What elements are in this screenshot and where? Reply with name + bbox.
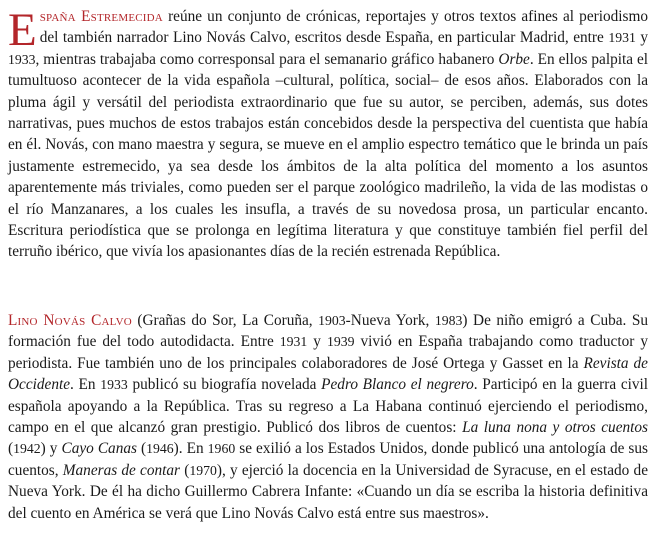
year: 1939 <box>326 334 355 350</box>
text-run: publicó su biografía novelada <box>127 376 322 394</box>
text-run: se exilió a los Estados Unidos, donde publicó una antología de sus cuentos, <box>8 440 648 479</box>
year: 1933 <box>8 51 36 67</box>
text-run: ( <box>8 440 14 458</box>
book-title: Pedro Blanco el negrero <box>321 376 474 394</box>
year: 1931 <box>608 30 636 46</box>
year: 1983 <box>434 313 463 328</box>
magazine-title: Revista de Occidente <box>8 354 648 394</box>
text-run: (Grañas do Sor, La Coruña, <box>131 312 319 329</box>
year: 1903 <box>318 313 346 328</box>
year: 1970 <box>189 462 217 478</box>
drop-cap: E <box>8 4 37 56</box>
text-run: ( <box>179 461 190 479</box>
year: 1942 <box>13 441 41 457</box>
year: 1960 <box>207 441 236 457</box>
book-title: Cayo Canas <box>61 440 137 458</box>
text-run: ( <box>136 440 147 458</box>
text-run: . Participó en la guerra civil española apoyando a la República. Tras su regreso a La Habana continuó ejerciendo el periodismo, campo en el que alcanzó gran prestigio. Publicó dos libros de cuentos: <box>8 376 649 437</box>
text-run: vivió en España trabajando como traductor y periodista. Fue también uno de los principales colaboradores de José Ortega y Gasset en la <box>8 333 648 372</box>
text-run: ). En <box>173 440 208 458</box>
magazine-title: Orbe <box>498 50 530 68</box>
author-bio-paragraph <box>8 310 648 524</box>
book-title: Maneras de contar <box>62 461 180 479</box>
text-run: reúne un conjunto de crónicas, reportajes y otros textos afines al periodismo del también narrador Lino Novás Calvo, escritos desde España, en particular Madrid, entre <box>39 8 648 47</box>
text-run: , mientras trabajaba como corresponsal para el semanario gráfico habanero <box>35 50 499 68</box>
year: 1931 <box>279 334 308 350</box>
book-description-paragraph <box>8 6 648 263</box>
book-title: La luna nona y otros cuentos <box>462 419 648 437</box>
text-run: ) De niño emigró a Cuba. Su formación fue del todo autodidacta. Entre <box>8 312 649 351</box>
text-run: ), y ejerció la docencia en la Universidad de Syracuse, en el estado de Nueva York. De él ha dicho Guillermo Cabrera Infante: «Cuando un día se escriba la historia definitiva del cuento en América se verá que Lino Novás Calvo está entre sus maestros». <box>8 461 648 522</box>
text-run: ) y <box>40 440 62 458</box>
text-run: y <box>635 29 648 47</box>
book-title-lead-in: spaña Estremecida <box>39 8 163 25</box>
year: 1933 <box>100 377 128 393</box>
text-run: y <box>307 333 327 351</box>
text-run: . En <box>70 376 101 394</box>
author-name: Lino Novás Calvo <box>8 312 132 329</box>
text-run: . En ellos palpita el tumultuoso acontecer de la vida española –cultural, política, social– de esos años. Elaborados con la pluma ágil y versátil del periodista extraordinario que fue su autor, se perciben, además, sus dotes narrativas, pues muchos de estos trabajos están concebidos desde la perspectiva del cuentista que había en él. Novás, con mano maestra y segura, se mueve en el amplio espectro temático que le brinda un país justamente estremecido, ya sea desde los ámbitos de la alta política del momento a los asuntos aparentemente más triviales, como pueden ser el parque zoológico madrileño, la vida de las modistas o el río Manzanares, a los cuales les insufla, a través de su novedosa prosa, un particular encanto. Escritura periodística que se prolonga en legítima literatura y que constituye también fiel perfil del terruño ibérico, que vivía los apasionantes días de la recién estrenada República. <box>8 50 649 261</box>
year: 1946 <box>146 441 174 457</box>
text-run: -Nueva York, <box>345 312 435 329</box>
